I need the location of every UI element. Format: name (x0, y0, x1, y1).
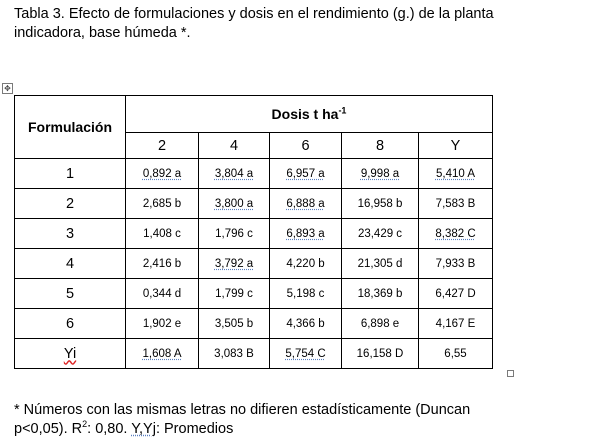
table-cell: 18,369 b (342, 279, 419, 309)
row-label: 1 (15, 159, 126, 189)
table-cell: 7,933 B (419, 249, 493, 279)
table-row (15, 189, 493, 219)
table-cell: 1,608 A (126, 339, 199, 369)
table-row (15, 219, 493, 249)
table-cell: 5,198 c (270, 279, 342, 309)
table-cell: 6,427 D (419, 279, 493, 309)
footnote-text-b: : 0,80. (87, 421, 132, 437)
footnote-superscript: 2 (82, 419, 88, 430)
column-header: 8 (342, 133, 419, 159)
table-cell: 16,158 D (342, 339, 419, 369)
table-cell: 0,344 d (126, 279, 199, 309)
table-row (15, 339, 493, 369)
table-cell: 3,800 a (199, 189, 270, 219)
table-row (15, 279, 493, 309)
table-resize-handle[interactable] (507, 370, 514, 377)
column-header: 2 (126, 133, 199, 159)
table-cell: 7,583 B (419, 189, 493, 219)
table-cell: 6,888 a (270, 189, 342, 219)
table-cell: 16,958 b (342, 189, 419, 219)
table-row (15, 249, 493, 279)
table-cell: 4,366 b (270, 309, 342, 339)
footnote-line-1: * Números con las mismas letras no difieren estadísticamente (Duncan (14, 402, 471, 418)
footnote-symbols: Y,Yj (131, 421, 156, 437)
table-caption (14, 5, 574, 43)
table-cell: 0,892 a (126, 159, 199, 189)
table-cell: 4,220 b (270, 249, 342, 279)
table-cell: 3,505 b (199, 309, 270, 339)
table-cell: 1,902 e (126, 309, 199, 339)
row-label-text: Yi (63, 345, 77, 362)
column-header: 6 (270, 133, 342, 159)
row-label: 4 (15, 249, 126, 279)
table-cell: 5,410 A (419, 159, 493, 189)
table-cell: 6,957 a (270, 159, 342, 189)
footnote-text-a: p<0,05). R (14, 421, 83, 437)
table-row (15, 309, 493, 339)
table-cell: 6,55 (419, 339, 493, 369)
table-cell: 21,305 d (342, 249, 419, 279)
table-row (15, 159, 493, 189)
table-cell: 8,382 C (419, 219, 493, 249)
dosis-header (126, 96, 493, 133)
table-cell: 1,408 c (126, 219, 199, 249)
footnote (14, 401, 570, 439)
row-label (15, 339, 126, 369)
column-header: 4 (199, 133, 270, 159)
caption-line-2: indicadora, base húmeda *. (14, 25, 191, 41)
row-label: 6 (15, 309, 126, 339)
table-cell: 1,799 c (199, 279, 270, 309)
row-label: 3 (15, 219, 126, 249)
table-cell: 9,998 a (342, 159, 419, 189)
table-cell: 23,429 c (342, 219, 419, 249)
footnote-line-2 (14, 420, 570, 439)
column-header: Y (419, 133, 493, 159)
table-move-handle-icon[interactable]: ✥ (2, 83, 13, 94)
table-cell: 3,083 B (199, 339, 270, 369)
formulation-header: Formulación (15, 96, 126, 159)
table-cell: 1,796 c (199, 219, 270, 249)
table-cell: 4,167 E (419, 309, 493, 339)
footnote-text-d: : Promedios (155, 421, 234, 437)
table-cell: 2,685 b (126, 189, 199, 219)
table-cell: 5,754 C (270, 339, 342, 369)
row-label: 2 (15, 189, 126, 219)
dosis-header-label: Dosis t ha (271, 106, 339, 122)
caption-line-1: Tabla 3. Efecto de formulaciones y dosis en el rendimiento (g.) de la planta (14, 6, 494, 22)
results-table (14, 95, 493, 369)
table-cell: 3,792 a (199, 249, 270, 279)
table-cell: 6,898 e (342, 309, 419, 339)
row-label: 5 (15, 279, 126, 309)
table-cell: 2,416 b (126, 249, 199, 279)
dosis-header-exponent: -1 (338, 105, 347, 116)
table-cell: 3,804 a (199, 159, 270, 189)
table-cell: 6,893 a (270, 219, 342, 249)
